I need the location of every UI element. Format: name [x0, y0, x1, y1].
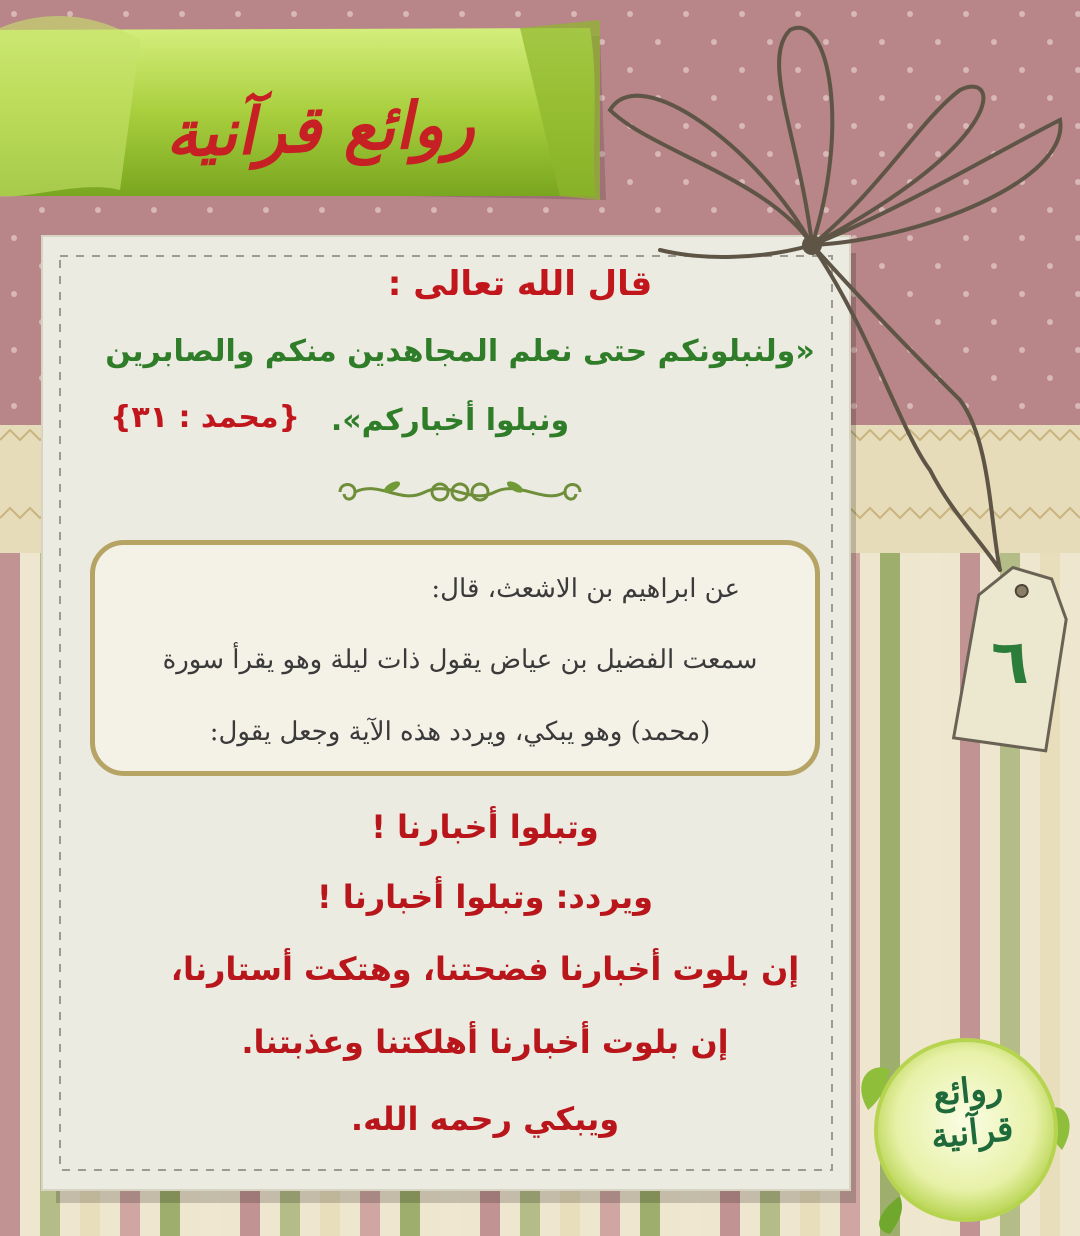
quote-line-1: وتبلوا أخبارنا !: [371, 808, 599, 846]
narration-line-1: عن ابراهيم بن الاشعث، قال:: [431, 574, 740, 604]
verse-line-2: ونبلوا أخباركم».: [330, 403, 570, 438]
quote-line-3: إن بلوت أخبارنا فضحتنا، وهتكت أستارنا،: [170, 950, 800, 988]
verse-line-1: «ولنبلونكم حتى نعلم المجاهدين منكم والصابرين: [105, 334, 815, 369]
narration-line-2: سمعت الفضيل بن عياض يقول ذات ليلة وهو يقرأ سورة: [162, 645, 758, 675]
tag-number: ٦: [991, 625, 1029, 698]
verse-reference: {محمد : ٣١}: [110, 400, 300, 435]
quote-line-2: ويردد: وتبلوا أخبارنا !: [316, 878, 654, 916]
quote-line-4: إن بلوت أخبارنا أهلكتنا وعذبتنا.: [241, 1023, 729, 1061]
logo-line-1: روائع: [930, 1067, 1005, 1115]
logo-line-2: قرآنية: [929, 1108, 1016, 1158]
card-heading: قال الله تعالى :: [387, 264, 653, 304]
banner-title: روائع قرآنية: [164, 86, 476, 173]
narration-line-3: (محمد) وهو يبكي، ويردد هذه الآية وجعل يقول:: [209, 717, 711, 747]
quote-line-5: ويبكي رحمه الله.: [350, 1100, 620, 1138]
